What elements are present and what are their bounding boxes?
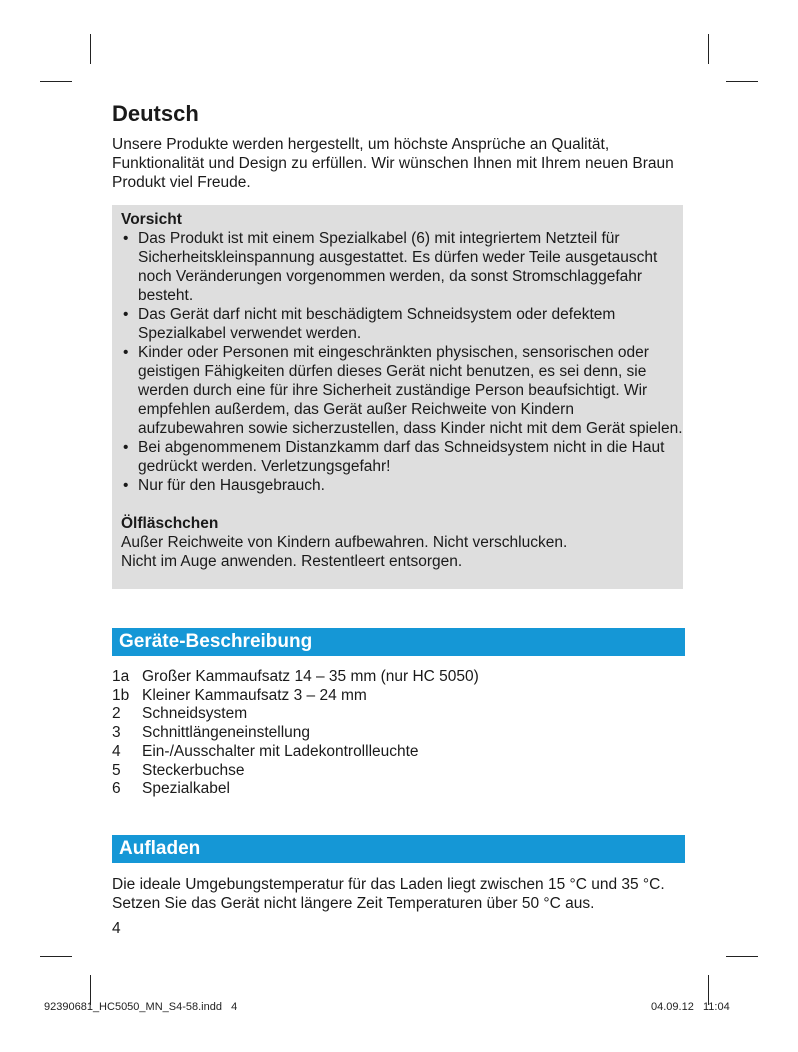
caution-item-text: Kinder oder Personen mit eingeschränkten physischen, sensorischen oder geistigen Fähigkeiten dürfen dieses Gerät nicht benutzen, es sei denn, sie werden durch eine für ihre Sicherheit zuständige Person beaufsichtigt. Wir empfehlen außerdem, das Gerät außer Reichweite von Kindern aufzubewahren sowie sicherzustellen, dass Kinder nicht mit dem Gerät spielen. [138,344,683,437]
page-number: 4 [112,920,121,937]
parts-list-item [112,705,479,724]
intro-paragraph: Unsere Produkte werden hergestellt, um höchste Ansprüche an Qualität, Funktionalität und Design zu erfüllen. Wir wünschen Ihnen mit Ihrem neuen Braun Produkt viel Freude. [112,136,674,191]
crop-mark-top-left [90,34,91,64]
parts-list [112,668,479,799]
part-number: 1a [112,668,130,685]
part-label: Spezialkabel [142,780,230,798]
caution-item-text: Bei abgenommenem Distanzkamm darf das Schneidsystem nicht in die Haut gedrückt werden. Verletzungsgefahr! [138,439,665,475]
part-label: Kleiner Kammaufsatz 3 – 24 mm [142,686,367,704]
caution-box [112,205,683,589]
parts-list-item [112,687,479,706]
slug-date: 04.09.12 11:04 [651,1001,730,1013]
caution-item [121,476,683,495]
parts-list-item [112,668,479,687]
part-label: Schneidsystem [142,705,248,723]
section-header-charging: Aufladen [112,835,685,863]
part-number: 1b [112,686,130,704]
caution-list [121,229,683,495]
part-number: 5 [112,761,121,779]
section-header-description: Geräte-Beschreibung [112,628,685,656]
caution-item-text: Das Produkt ist mit einem Spezialkabel (6) mit integriertem Netzteil für Sicherheitskleinspannung ausgestattet. Es dürfen weder Teile ausgetauscht noch Veränderungen vorgenommen werden, da sonst Stromschlaggefahr besteht. [138,230,658,304]
caution-title: Vorsicht [121,211,182,228]
part-label: Steckerbuchse [142,761,245,779]
charging-paragraph: Die ideale Umgebungstemperatur für das Laden liegt zwischen 15 °C und 35 °C. Setzen Sie das Gerät nicht längere Zeit Temperaturen über 50 °C aus. [112,876,665,912]
part-number: 3 [112,724,121,742]
oil-bottle-line-2: Nicht im Auge anwenden. Restentleert entsorgen. [121,553,463,570]
crop-mark-top-left-h [40,81,72,82]
part-number: 2 [112,705,121,723]
caution-item [121,229,683,305]
part-label: Ein-/Ausschalter mit Ladekontrollleuchte [142,742,419,760]
bullet: • [123,306,129,323]
caution-item-text: Nur für den Hausgebrauch. [138,477,325,494]
oil-bottle-line-1: Außer Reichweite von Kindern aufbewahren. Nicht verschlucken. [121,534,568,551]
crop-mark-bottom-right-h [726,956,758,957]
parts-list-item [112,743,479,762]
caution-item [121,305,683,343]
slug-filename: 92390681_HC5050_MN_S4-58.indd 4 [44,1001,238,1013]
spacer [121,495,683,514]
bullet: • [123,230,129,247]
part-label: Großer Kammaufsatz 14 – 35 mm (nur HC 5050) [142,668,479,685]
caution-item-text: Das Gerät darf nicht mit beschädigtem Schneidsystem oder defektem Spezialkabel verwendet werden. [138,306,616,342]
bullet: • [123,477,129,494]
parts-list-item [112,724,479,743]
caution-item [121,343,683,438]
part-number: 6 [112,780,121,798]
crop-mark-top-right-h [726,81,758,82]
parts-list-item [112,762,479,781]
crop-mark-top-right [708,34,709,64]
bullet: • [123,344,129,361]
oil-bottle-title: Ölfläschchen [121,515,219,532]
parts-list-item [112,780,479,799]
part-number: 4 [112,742,121,760]
page-title: Deutsch [112,101,199,126]
bullet: • [123,439,129,456]
crop-mark-bottom-left-h [40,956,72,957]
part-label: Schnittlängeneinstellung [142,724,311,742]
caution-item [121,438,683,476]
